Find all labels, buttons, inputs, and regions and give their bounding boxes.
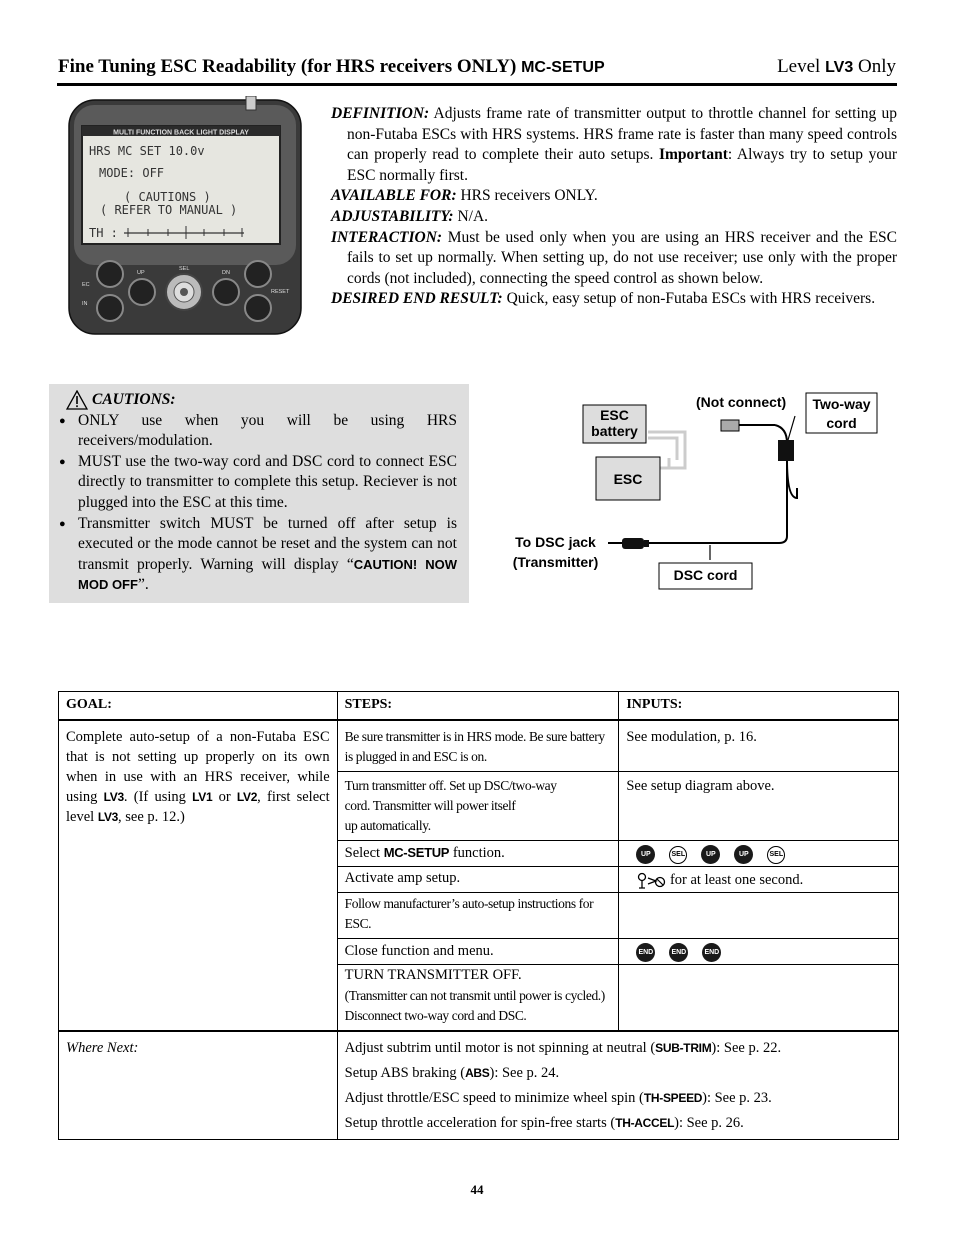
function-code: TH-ACCEL [615, 1116, 675, 1131]
step-cell: Follow manufacturer’s auto-setup instructions for ESC. [337, 893, 619, 939]
input-cell [619, 867, 899, 893]
header-steps: STEPS: [337, 692, 619, 721]
definition-text: Adjusts frame rate of transmitter output to throttle channel for setting up non-Futaba ESCs with HRS systems. HRS frame rate is faster than many speed controls can properly read to complete their auto setups. [347, 105, 897, 164]
warning-display-code: CAUTION! NOW MOD OFF [78, 556, 457, 593]
header-rule [57, 83, 897, 86]
dsc-jack-line-1: To DSC jack [515, 534, 596, 550]
caution-item [59, 411, 457, 452]
definition-block [331, 104, 897, 310]
warning-icon [66, 390, 88, 410]
input-keys-cell [619, 939, 899, 965]
input-text: for at least one second. [669, 872, 804, 889]
input-cell [619, 965, 899, 1032]
level-suffix: Only [858, 56, 896, 77]
where-next-item [345, 1061, 891, 1086]
available-key: AVAILABLE FOR: [331, 187, 457, 205]
goal-level-code: LV3 [97, 810, 119, 824]
where-next-item [345, 1111, 891, 1136]
step-line: Turn transmitter off. Set up DSC/two-way [344, 778, 557, 793]
key-label-reset: RESET [271, 289, 290, 295]
available-entry [331, 186, 897, 207]
dsc-cord-label: DSC cord [673, 567, 738, 583]
step-line: cord. Transmitter will power itself [344, 798, 516, 813]
page-title [58, 56, 605, 78]
end-key-icon: END [669, 943, 688, 962]
header-inputs: INPUTS: [619, 692, 899, 721]
sel-key-icon: SEL [669, 846, 687, 864]
input-cell [619, 893, 899, 939]
where-next-text: ): See p. 26. [674, 1115, 744, 1132]
transmitter-illustration [68, 96, 302, 336]
result-key: DESIRED END RESULT: [331, 290, 503, 308]
esc-battery-label [583, 407, 646, 439]
adjustability-entry [331, 207, 897, 228]
level-indicator [777, 56, 896, 78]
interaction-text: Must be used only when you are using an HRS receiver and the ESC fails to set up normally. When setting up, do not use receiver; use only with the proper cords (not included), connecting the speed control as shown below. [347, 228, 897, 287]
important-label: Important [658, 146, 728, 164]
where-next-cell [337, 1031, 898, 1140]
caution-item [59, 452, 457, 514]
cautions-heading [59, 390, 457, 411]
caution-text: Transmitter switch MUST be turned off after setup is executed or the mode cannot be reset and the system can not transmit properly. Warning will display “ [78, 514, 457, 573]
step-function-code: MC-SETUP [383, 845, 450, 860]
level-prefix: Level [777, 56, 821, 77]
where-next-item [345, 1036, 891, 1061]
lcd-line-4: ( REFER TO MANUAL ) [100, 203, 238, 217]
function-code: SUB-TRIM [655, 1041, 712, 1056]
where-next-text: ): See p. 22. [711, 1040, 782, 1057]
important-text: : Always try to setup your ESC normally first. [347, 146, 897, 184]
level-code: LV3 [825, 59, 854, 76]
key-label-in: IN [82, 301, 88, 307]
lcd-line-5: TH : [89, 226, 118, 240]
bullet-icon: ● [59, 517, 66, 530]
two-way-line-1: Two-way [812, 396, 871, 412]
step-cell [337, 841, 619, 867]
key-label-up: UP [137, 270, 145, 276]
title-text: Fine Tuning ESC Readability (for HRS receivers ONLY) [58, 56, 517, 77]
lcd-line-1: HRS MC SET 10.0v [89, 144, 205, 158]
two-way-cord-label [806, 395, 877, 433]
where-next-text: Adjust throttle/ESC speed to minimize wheel spin ( [344, 1090, 644, 1107]
dsc-jack-label [505, 532, 606, 572]
goal-text: . (If using [123, 789, 193, 805]
lcd-menu-bar: MULTI FUNCTION BACK LIGHT DISPLAY [113, 129, 249, 137]
dsc-jack-line-2: (Transmitter) [512, 554, 599, 570]
goal-level-code: LV2 [236, 790, 258, 804]
end-key-icon: END [636, 943, 655, 962]
lcd-line-2: MODE: OFF [99, 166, 165, 180]
esc-battery-line-1: ESC [600, 407, 629, 423]
step-cell: Activate amp setup. [337, 867, 619, 893]
throttle-trigger-icon [636, 872, 666, 890]
goal-cell [59, 720, 338, 1031]
where-next-label: Where Next: [59, 1031, 338, 1140]
cautions-list [59, 411, 457, 596]
up-key-icon: UP [701, 845, 720, 864]
table-row [59, 720, 899, 772]
definition-key: DEFINITION: [331, 105, 430, 122]
function-code: MC-SETUP [521, 59, 605, 76]
goal-level-code: LV1 [192, 790, 213, 804]
adjustability-key: ADJUSTABILITY: [331, 207, 454, 225]
where-next-text: Setup ABS braking ( [344, 1065, 466, 1082]
where-next-text: Setup throttle acceleration for spin-free starts ( [344, 1115, 616, 1132]
up-key-icon: UP [734, 845, 753, 864]
goal-text: , see p. 12.) [118, 809, 185, 825]
input-cell: See modulation, p. 16. [619, 720, 899, 772]
function-code: TH-SPEED [643, 1091, 703, 1106]
interaction-entry [331, 228, 897, 290]
adjustability-text: N/A. [457, 207, 489, 225]
definition-entry [331, 104, 897, 186]
step-cell: Close function and menu. [337, 939, 619, 965]
step-text: Select [344, 845, 384, 861]
key-label-dn: DN [222, 270, 230, 276]
result-text: Quick, easy setup of non-Futaba ESCs with HRS receivers. [506, 290, 876, 308]
key-label-sel: SEL [179, 266, 190, 272]
goal-text: , first select level [66, 789, 330, 825]
where-next-row [59, 1031, 899, 1140]
bullet-icon: ● [59, 414, 66, 427]
procedure-table [58, 691, 899, 1140]
not-connect-label: (Not connect) [696, 394, 787, 410]
goal-text: or [212, 789, 237, 805]
step-cell: Be sure transmitter is in HRS mode. Be sure battery is plugged in and ESC is on. [337, 720, 619, 772]
cautions-heading-text: CAUTIONS: [92, 391, 176, 408]
lcd-line-3: ( CAUTIONS ) [124, 190, 211, 204]
two-way-line-2: cord [826, 415, 857, 431]
goal-text: Complete auto-setup of a non-Futaba ESC that is not setting up properly on its own when in use with an HRS receiver, while using [66, 729, 330, 805]
available-text: HRS receivers ONLY. [460, 187, 598, 205]
step-cell [337, 965, 619, 1032]
where-next-text: Adjust subtrim until motor is not spinning at neutral ( [344, 1040, 656, 1057]
caution-text: ONLY use when you will be using HRS receivers/modulation. [78, 411, 457, 450]
where-next-text: ): See p. 24. [489, 1065, 560, 1082]
goal-level-code: LV3 [103, 790, 124, 804]
step-line: (Transmitter can not transmit until power is cycled.) Disconnect two-way cord and DSC. [344, 988, 605, 1024]
input-cell: See setup diagram above. [619, 772, 899, 841]
function-code: ABS [465, 1066, 490, 1081]
caution-tail: ”. [137, 576, 149, 594]
result-entry [331, 289, 897, 310]
bullet-icon: ● [59, 455, 66, 468]
esc-battery-line-2: battery [591, 423, 638, 439]
end-key-icon: END [702, 943, 721, 962]
cautions-box [49, 384, 469, 603]
page-number: 44 [470, 1182, 484, 1197]
step-line: TURN TRANSMITTER OFF. [344, 967, 522, 984]
caution-text: MUST use the two-way cord and DSC cord to connect ESC directly to transmitter to complete this setup. Reciever is not plugged into the ESC at this time. [78, 452, 457, 511]
up-key-icon: UP [636, 845, 655, 864]
wiring-diagram [505, 388, 885, 598]
input-keys-cell [619, 841, 899, 867]
step-line: up automatically. [344, 818, 431, 833]
where-next-text: ): See p. 23. [702, 1090, 772, 1107]
sel-key-icon: SEL [767, 846, 785, 864]
header-goal: GOAL: [59, 692, 338, 721]
caution-item [59, 514, 457, 596]
esc-label: ESC [613, 471, 643, 487]
step-cell [337, 772, 619, 841]
where-next-item [345, 1086, 891, 1111]
key-label-ec: EC [82, 282, 90, 288]
step-text: function. [449, 845, 505, 861]
interaction-key: INTERACTION: [331, 228, 443, 246]
table-header-row [59, 692, 899, 721]
